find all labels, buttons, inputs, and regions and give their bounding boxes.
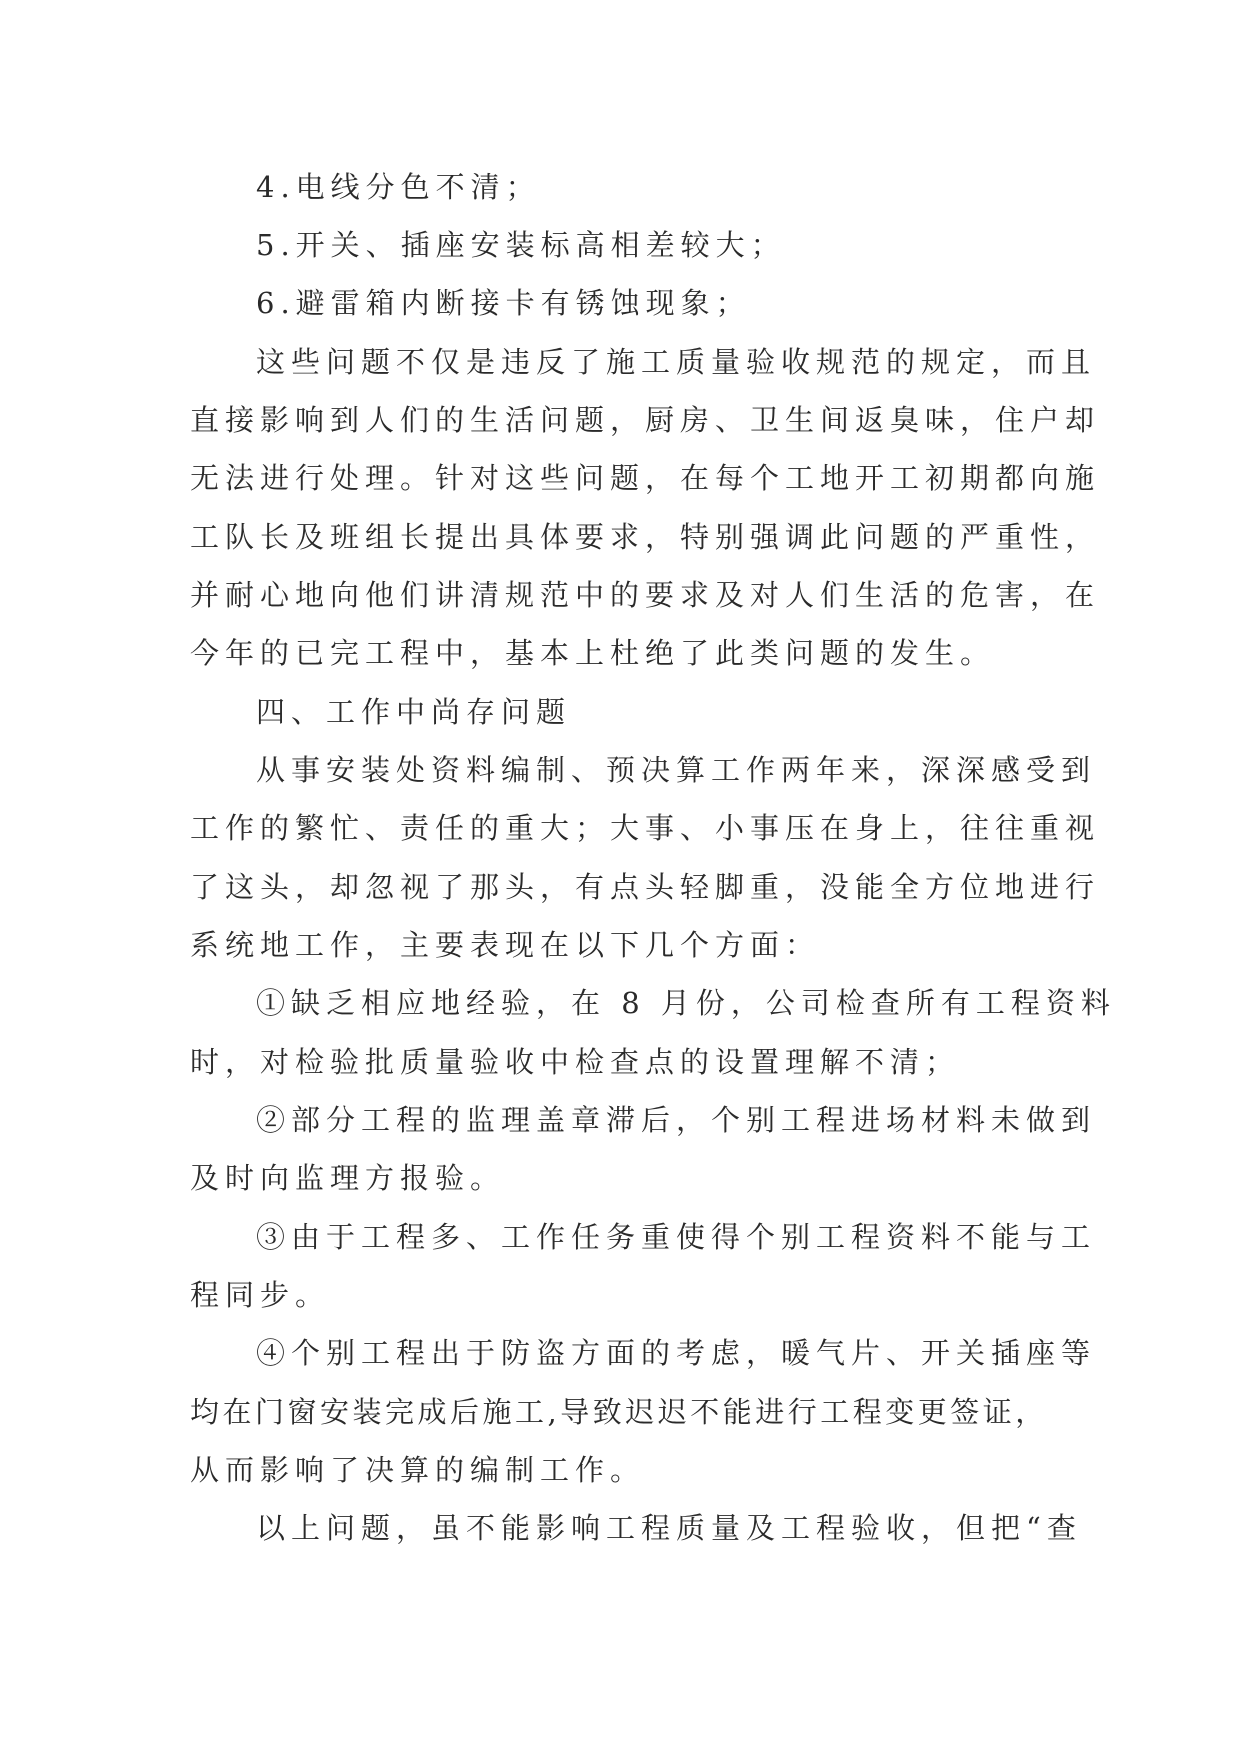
text-line: 工队长及班组长提出具体要求，特别强调此问题的严重性， xyxy=(190,520,1101,554)
text-line: 程同步。 xyxy=(190,1278,331,1312)
text-line: 从而影响了决算的编制工作。 xyxy=(190,1453,646,1487)
text-line: 5.开关、插座安装标高相差较大； xyxy=(256,228,786,262)
text-line: ①缺乏相应地经验，在 8 月份，公司检查所有工程资料 xyxy=(256,986,1116,1020)
text-line: 并耐心地向他们讲清规范中的要求及对人们生活的危害，在 xyxy=(190,578,1101,612)
section-heading: 四、工作中尚存问题 xyxy=(256,695,572,729)
text-line: 以上问题，虽不能影响工程质量及工程验收，但把“查 xyxy=(256,1511,1082,1545)
text-line: 了这头，却忽视了那头，有点头轻脚重，没能全方位地进行 xyxy=(190,870,1101,904)
text-line: 4.电线分色不清； xyxy=(256,170,541,204)
text-line: 系统地工作，主要表现在以下几个方面： xyxy=(190,928,821,962)
text-line: 这些问题不仅是违反了施工质量验收规范的规定，而且 xyxy=(256,345,1097,379)
text-line: 无法进行处理。针对这些问题，在每个工地开工初期都向施 xyxy=(190,461,1101,495)
text-line: 从事安装处资料编制、预决算工作两年来，深深感受到 xyxy=(256,753,1097,787)
text-line: 今年的已完工程中，基本上杜绝了此类问题的发生。 xyxy=(190,636,996,670)
text-line: ③由于工程多、工作任务重使得个别工程资料不能与工 xyxy=(256,1220,1097,1254)
text-line: 直接影响到人们的生活问题，厨房、卫生间返臭味，住户却 xyxy=(190,403,1101,437)
text-line: 时，对检验批质量验收中检查点的设置理解不清； xyxy=(190,1045,961,1079)
text-line: 6.避雷箱内断接卡有锈蚀现象； xyxy=(256,286,751,320)
text-line: ④个别工程出于防盗方面的考虑，暖气片、开关插座等 xyxy=(256,1336,1097,1370)
text-line: 工作的繁忙、责任的重大；大事、小事压在身上，往往重视 xyxy=(190,811,1101,845)
text-line: 及时向监理方报验。 xyxy=(190,1161,506,1195)
text-line: 均在门窗安装完成后施工,导致迟迟不能进行工程变更签证， xyxy=(190,1395,1048,1429)
text-line: ②部分工程的监理盖章滞后，个别工程进场材料未做到 xyxy=(256,1103,1097,1137)
